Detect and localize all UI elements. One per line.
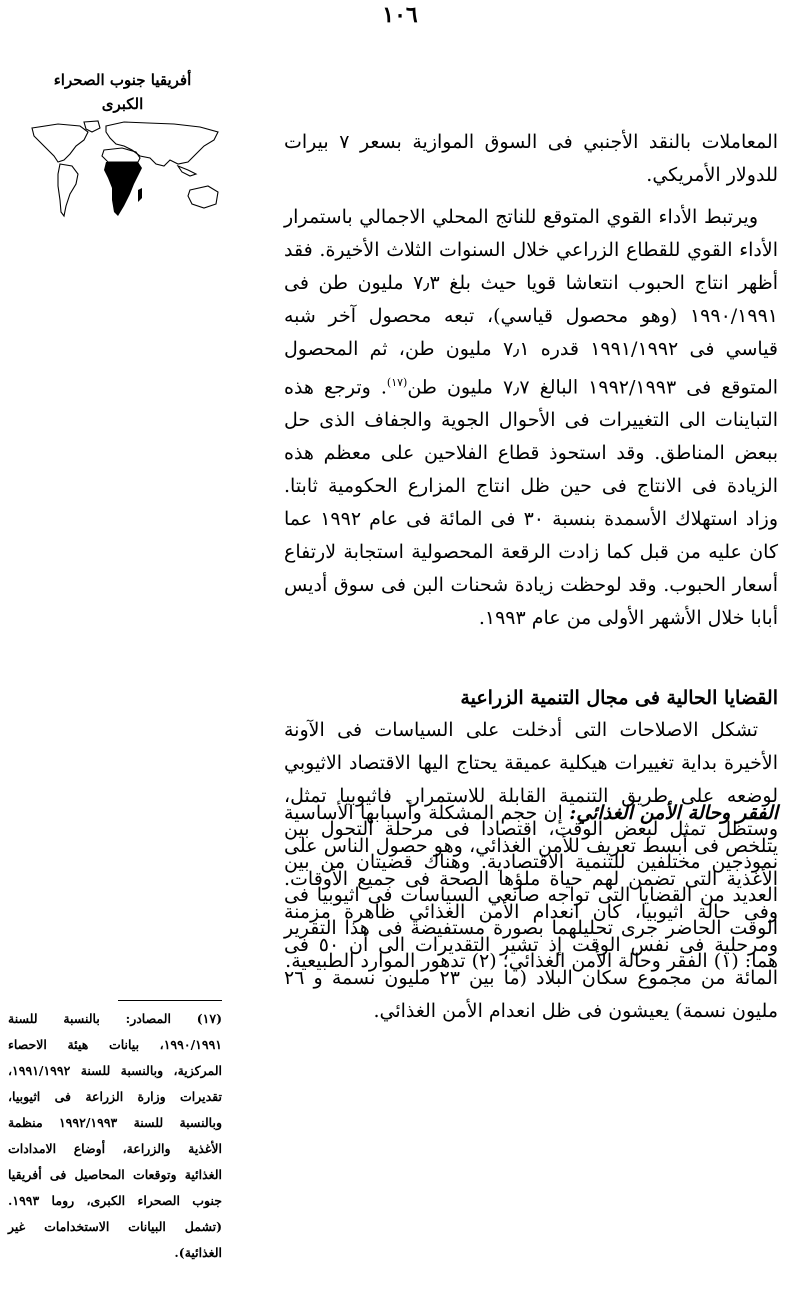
world-map-icon [28,120,224,232]
sidebar-caption [20,68,225,116]
paragraph-exchange-rate-text: المعاملات بالنقد الأجنبي فى السوق الموازية بسعر ٧ بيرات للدولار الأمريكي. [284,131,778,186]
paragraph-exchange-rate [284,126,778,192]
paragraph-gdp-growth-continued: . وترجع هذه التباينات الى التغييرات فى الأحوال الجوية والجفاف الذى حل ببعض المناطق. وقد استحوذ قطاع الفلاحين على معظم هذه الزيادة فى الانتاج فى حين ظل انتاج المزارع الحكومية ثابتا. وزاد استهلاك الأسمدة بنسبة ٣٠ فى المائة فى عام ١٩٩٢ عما كان عليه من قبل كما زادت الرقعة المحصولية استجابة لارتفاع أسعار الحبوب. وقد لوحظت زيادة شحنات البن فى سوق أديس أبابا خلال الأشهر الأولى من عام ١٩٩٣. [284,376,778,630]
southeast-asia-outline [178,166,196,176]
north-america-outline [32,124,88,162]
paragraph-gdp-growth [284,201,778,635]
footnote-divider [118,1000,222,1001]
paragraph-food-security-text: إن حجم المشكلة وأسبابها الأساسية يتلخص فى أبسط تعريف للأمن الغذائي، وهو حصول الناس على الأغذية التى تضمن لهم حياة ملؤها الصحة فى جميع الأوقات. وفى حالة اثيوبيا، كان انعدام الأمن الغذائي ظاهرة مزمنة ومرحلية فى نفس الوقت إذ تشير التقديرات الى أن ٥٠ فى المائة من مجموع سكان البلاد (ما بين ٢٣ مليون نسمة و ٢٦ مليون نسمة) يعيشون فى ظل انعدام الأمن الغذائي. [284,802,778,1022]
page-number: ١٠٦ [382,2,418,28]
food-security-rubric: الفقر وحالة الأمن الغذائي: [569,802,779,824]
south-america-outline [58,164,78,216]
paragraph-policy-reforms-text: تشكل الاصلاحات التى أدخلت على السياسات فى الآونة الأخيرة بداية تغييرات هيكلية عميقة يحتاج اليها الاقتصاد الاثيوبي لوضعه على طريق التنمية القابلة للاستمرار. فاثيوبيا تمثل، وستظل تمثل لبعض الوقت، اقتصادا فى مرحلة التحول بين نموذجين مختلفين للتنمية الاقتصادية. وهناك قضيتان من بين العديد من القضايا التى تواجه صانعي السياسات فى اثيوبيا فى الوقت الحاضر جرى تحليلهما بصورة مستفيضة فى هذا التقرير هما: (١) الفقر وحالة الأمن الغذائي؛ (٢) تدهور الموارد الطبيعية. [284,719,778,972]
madagascar-shape [138,188,142,202]
sub-saharan-africa-highlight [104,162,142,216]
paragraph-gdp-growth-text: ويرتبط الأداء القوي المتوقع للناتج المحلي الاجمالي باستمرار الأداء القوي للقطاع الزراعي خلال السنوات الثلاث الأخيرة. فقد أظهر انتاج الحبوب انتعاشا قويا حيث بلغ ٧٫٣ مليون طن فى ١٩٩٠/١٩٩١ (وهو محصول قياسي)، تبعه محصول آخر شبه قياسي فى ١٩٩١/١٩٩٢ قدره ٧٫١ مليون طن، ثم المحصول المتوقع فى ١٩٩٢/١٩٩٣ البالغ ٧٫٧ مليون طن [284,206,779,399]
section-heading: القضايا الحالية فى مجال التنمية الزراعية [460,687,778,709]
paragraph-food-security [284,797,778,1028]
north-africa-outline [102,148,140,162]
sidebar-caption-line2: الكبرى [101,95,144,113]
australia-outline [188,186,218,208]
eurasia-outline [106,122,218,166]
footnote-reference: (١٧) [386,376,408,389]
footnote-17: (١٧) المصادر: بالنسبة للسنة ١٩٩٠/١٩٩١، بيانات هيئة الاحصاء المركزية، وبالنسبة للسنة ١٩٩١/١٩٩٢، تقديرات وزارة الزراعة فى اثيوبيا، وبالنسبة للسنة ١٩٩٢/١٩٩٣ منظمة الأغذية والزراعة، أوضاع الامدادات الغذائية وتوقعات المحاصيل فى أفريقيا جنوب الصحراء الكبرى، روما ١٩٩٣. (تشمل البيانات الاستخدامات غير الغذائية). [8,1011,222,1260]
sidebar-caption-line1: أفريقيا جنوب الصحراء [53,71,192,89]
